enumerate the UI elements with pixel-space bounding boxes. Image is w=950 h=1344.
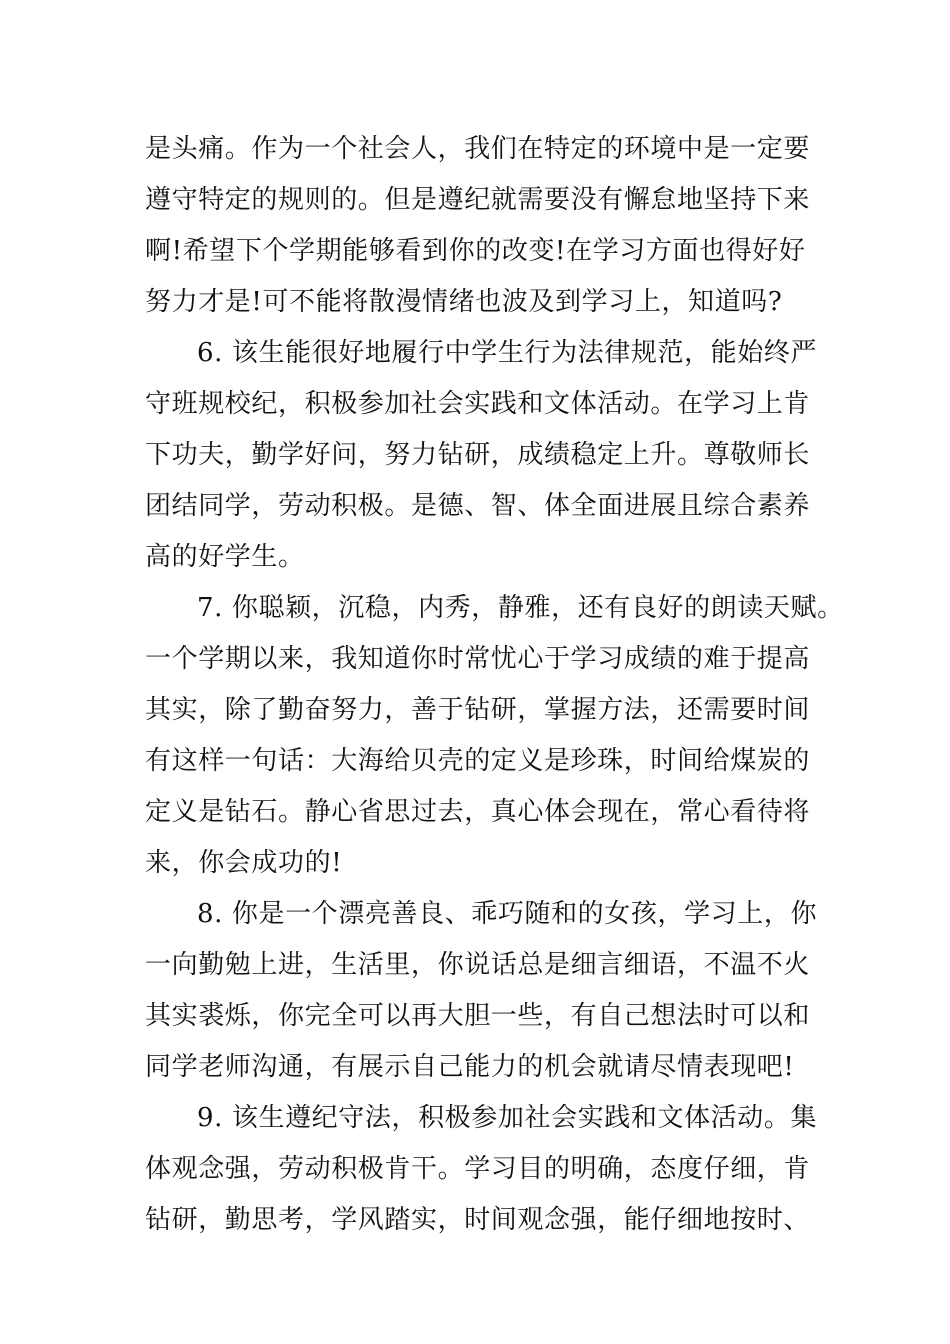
text-line: 努力才是!可不能将散漫情绪也波及到学习上，知道吗? <box>145 287 783 317</box>
text-line: 来，你会成功的! <box>145 848 343 878</box>
text-line: 一个学期以来，我知道你时常忧心于学习成绩的难于提高 <box>145 644 811 674</box>
text-line: 体观念强，劳动积极肯干。学习目的明确，态度仔细，肯 <box>145 1154 811 1184</box>
text-line: 遵守特定的规则的。但是遵纪就需要没有懈怠地坚持下来 <box>145 185 811 215</box>
text-line: 其实裘烁，你完全可以再大胆一些，有自己想法时可以和 <box>145 1001 811 1031</box>
text-line: 钻研，勤思考，学风踏实，时间观念强，能仔细地按时、 <box>145 1205 811 1235</box>
text-line: 啊!希望下个学期能够看到你的改变!在学习方面也得好好 <box>145 236 806 266</box>
text-line: 同学老师沟通，有展示自己能力的机会就请尽情表现吧! <box>145 1052 795 1082</box>
text-line: 守班规校纪，积极参加社会实践和文体活动。在学习上肯 <box>145 389 811 419</box>
paragraph-9-start: 9. 该生遵纪守法，积极参加社会实践和文体活动。集 <box>197 1103 818 1133</box>
paragraph-7-start: 7. 你聪颖，沉稳，内秀，静雅，还有良好的朗读天赋。 <box>197 593 844 623</box>
text-line: 是头痛。作为一个社会人，我们在特定的环境中是一定要 <box>145 134 811 164</box>
text-line: 一向勤勉上进，生活里，你说话总是细言细语，不温不火 <box>145 950 811 980</box>
text-line: 定义是钻石。静心省思过去，真心体会现在，常心看待将 <box>145 797 811 827</box>
text-line: 高的好学生。 <box>145 542 305 572</box>
text-line: 下功夫，勤学好问，努力钻研，成绩稳定上升。尊敬师长 <box>145 440 811 470</box>
text-line: 其实，除了勤奋努力，善于钻研，掌握方法，还需要时间 <box>145 695 811 725</box>
text-line: 有这样一句话：大海给贝壳的定义是珍珠，时间给煤炭的 <box>145 746 811 776</box>
text-line: 团结同学，劳动积极。是德、智、体全面进展且综合素养 <box>145 491 811 521</box>
paragraph-8-start: 8. 你是一个漂亮善良、乖巧随和的女孩，学习上，你 <box>197 899 818 929</box>
paragraph-6-start: 6. 该生能很好地履行中学生行为法律规范，能始终严 <box>197 338 818 368</box>
